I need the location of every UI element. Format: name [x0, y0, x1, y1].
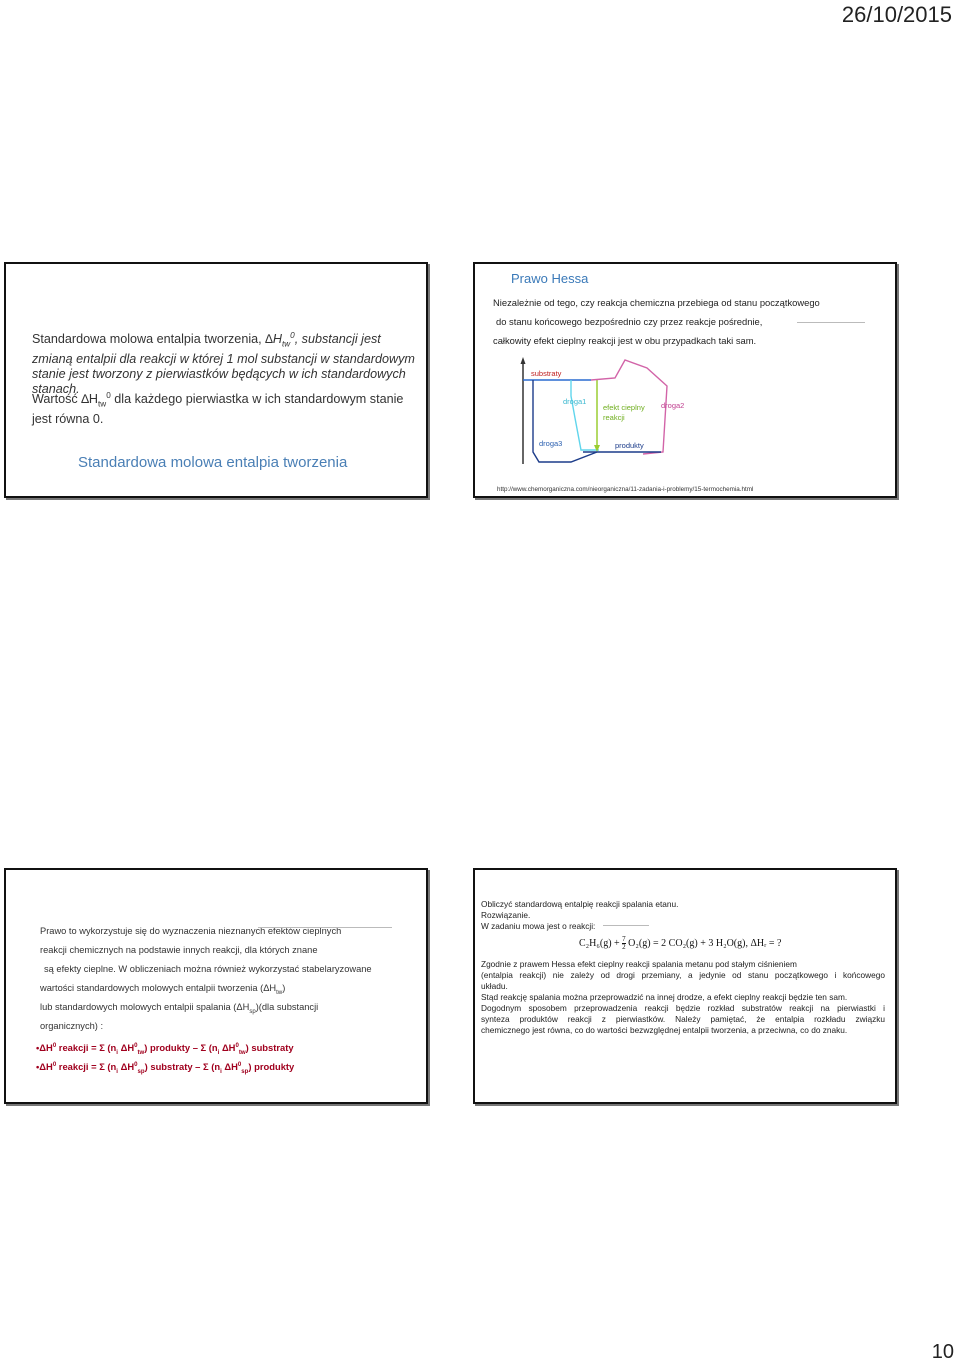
label-droga3: droga3	[539, 439, 563, 448]
text-line: W zadaniu mowa jest o reakcji:	[481, 921, 596, 931]
divider	[797, 322, 865, 323]
slide-ethane-example	[473, 868, 897, 1104]
slide-standard-enthalpy	[4, 262, 428, 498]
page-number: 10	[931, 1341, 954, 1363]
slide-title: Standardowa molowa entalpia tworzenia	[78, 454, 348, 471]
hess-text-line: do stanu końcowego bezpośrednio czy przez reakcje pośrednie,	[496, 316, 763, 327]
divider	[258, 927, 392, 928]
hess-text-line: całkowity efekt cieplny reakcji jest w obu przypadkach taki sam.	[493, 335, 757, 346]
label-droga1: droga1	[563, 397, 587, 406]
formula-combustion: $•\Delta H^0$ reakcji = Σ ($n_i$ $\Delta H^0_{sp}$) substraty – Σ ($n_i$ $\Delta H^0_{sp}$) produkty	[36, 1061, 295, 1075]
text-line: chemicznego jest równa, co do wartości bezwzględnej entalpii tworzenia, a przeciwna, co do znaku.	[481, 1025, 848, 1035]
combustion-equation: C₂H₆(g) + $\frac{7}{2}$ O₂(g) = 2 CO₂(g) + 3 H₂O(g), ΔHᵣ = ?	[579, 935, 782, 951]
slide-hess-law	[473, 262, 897, 498]
text-line: Prawo to wykorzystuje się do wyznaczenia nieznanych efektów cieplnych	[40, 926, 342, 936]
text-line: Zgodnie z prawem Hessa efekt cieplny reakcji spalania metanu pod stałym ciśnieniem	[481, 959, 797, 969]
text-line: lub standardowych molowych entalpii spalania $(\Delta H_{sp})(dla$ substancji	[40, 1002, 319, 1015]
text-line: organicznych) :	[40, 1021, 104, 1031]
hess-text-line: Niezależnie od tego, czy reakcja chemiczna przebiega od stanu początkowego	[493, 297, 820, 308]
label-droga2: droga2	[661, 401, 685, 410]
axis-arrow	[521, 357, 526, 364]
text-line: układu.	[481, 981, 508, 991]
label-substraty: substraty	[531, 369, 562, 378]
header-date: 26/10/2015	[841, 2, 952, 27]
label-efekt-1: efekt cieplny	[603, 403, 645, 412]
definition-text: Standardowa molowa entalpia tworzenia, $\Delta H_{tw}^0$, substancji jest zmianą entalpii dla reakcji w której 1 mol substancji w standardowym stanie jest tworzony z pierwiastków będących w ich standardowych stanach.	[32, 331, 415, 396]
text-line: reakcji chemicznych na podstawie innych reakcji, dla których znane	[40, 945, 318, 955]
text-line: synteza produktów reakcji z pierwiastków. Należy pamiętać, że entalpia rozkładu związku	[481, 1014, 885, 1024]
label-efekt-2: reakcji	[603, 413, 625, 422]
element-value-text: Wartość $\Delta H_{tw}^0$ dla każdego pierwiastka w ich standardowym stanie jest równa 0.	[32, 391, 404, 426]
text-line: Rozwiązanie.	[481, 910, 531, 920]
text-line: Dogodnym sposobem przeprowadzenia reakcji będzie rozkład substratów reakcji na pierwiastki i	[481, 1003, 885, 1013]
text-line: są efekty cieplne. W obliczeniach można również wykorzystać stabelaryzowane	[44, 964, 372, 974]
hess-diagram	[511, 356, 721, 466]
formula-formation: $•\Delta H^0$ reakcji = Σ ($n_i$ $\Delta H^0_{tw}$) produkty – Σ ($n_i$ $\Delta H^0_{tw}$) substraty	[36, 1042, 294, 1056]
slide-title: Prawo Hessa	[511, 271, 589, 286]
droga1-path	[571, 380, 599, 450]
label-produkty: produkty	[615, 441, 644, 450]
text-line: (entalpia reakcji) nie zależy od drogi przemiany, a jedynie od stanu początkowego i końcowego	[481, 970, 885, 980]
text-line: wartości standardowych molowych entalpii tworzenia $(\Delta H_{tw})$	[40, 983, 286, 996]
efekt-arrow-head	[594, 445, 600, 452]
source-url: http://www.chemorganiczna.com/nieorganiczna/11-zadania-i-problemy/15-termochemia.html	[497, 486, 754, 493]
text-line: Stąd reakcję spalania można przeprowadzić na innej drodze, a efekt cieplny reakcji będzie ten sam.	[481, 992, 848, 1002]
slide-hess-application	[4, 868, 428, 1104]
text-line: Obliczyć standardową entalpię reakcji spalania etanu.	[481, 899, 679, 909]
divider	[603, 925, 649, 926]
